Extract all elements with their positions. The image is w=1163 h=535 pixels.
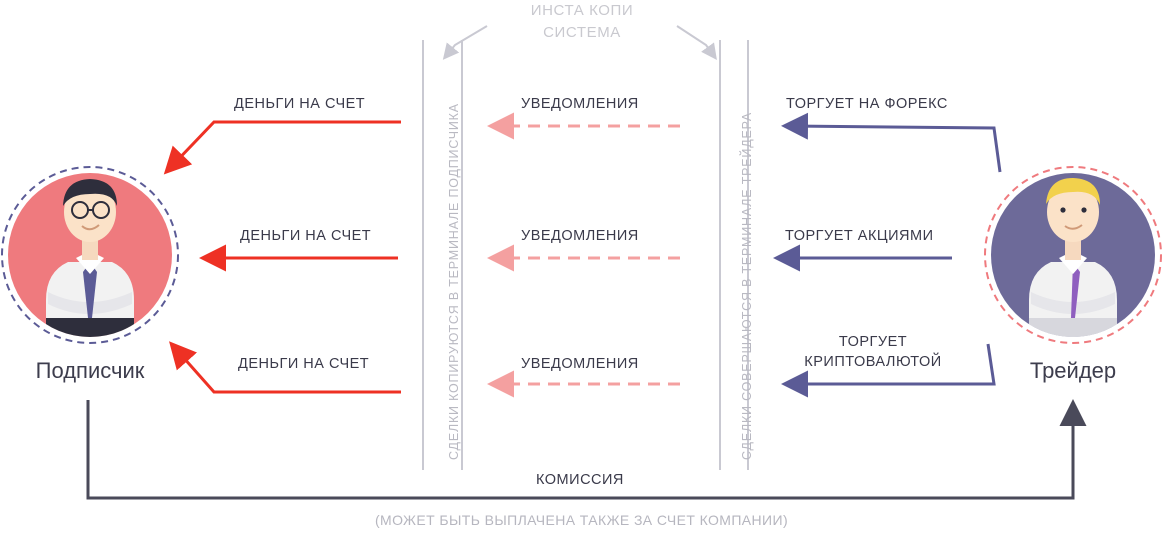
trade-label-3-line1: ТОРГУЕТ — [838, 334, 908, 350]
system-title — [487, 0, 677, 44]
trade-label-1: ТОРГУЕТ НА ФОРЕКС — [786, 96, 948, 112]
rail-label-trader: СДЕЛКИ СОВЕРШАЮТСЯ В ТЕРМИНАЛЕ ТРЕЙДЕРА — [740, 111, 754, 460]
commission-label: КОМИССИЯ — [536, 472, 624, 488]
system-title-line2: СИСТЕМА — [543, 24, 621, 41]
trader-label: Трейдер — [1029, 358, 1117, 383]
rail-label-subscriber: СДЕЛКИ КОПИРУЮТСЯ В ТЕРМИНАЛЕ ПОДПИСЧИКА — [447, 103, 461, 460]
trade-label-2: ТОРГУЕТ АКЦИЯМИ — [785, 228, 934, 244]
money-label-3: ДЕНЬГИ НА СЧЕТ — [238, 356, 370, 372]
subscriber-label: Подписчик — [35, 358, 145, 383]
trader-avatar — [985, 167, 1161, 350]
money-label-1: ДЕНЬГИ НА СЧЕТ — [234, 96, 366, 112]
subscriber-avatar — [2, 167, 178, 350]
commission-note: (МОЖЕТ БЫТЬ ВЫПЛАЧЕНА ТАКЖЕ ЗА СЧЕТ КОМПАНИИ) — [374, 512, 789, 528]
system-title-line1: ИНСТА КОПИ — [530, 2, 634, 19]
notify-label-3: УВЕДОМЛЕНИЯ — [521, 356, 639, 372]
trade-arrow-1 — [790, 126, 1000, 172]
trade-label-3 — [790, 332, 956, 372]
notify-label-2: УВЕДОМЛЕНИЯ — [521, 228, 639, 244]
notify-label-1: УВЕДОМЛЕНИЯ — [521, 96, 639, 112]
money-arrow-1 — [170, 122, 401, 168]
trade-label-3-line2: КРИПТОВАЛЮТОЙ — [804, 354, 942, 370]
money-label-2: ДЕНЬГИ НА СЧЕТ — [240, 228, 372, 244]
